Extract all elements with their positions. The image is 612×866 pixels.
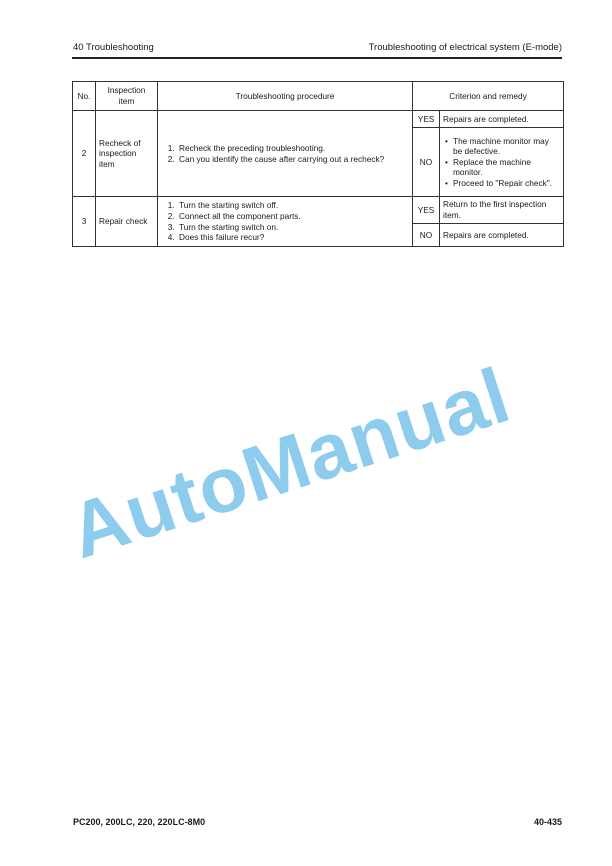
- header-rule: [72, 57, 562, 59]
- procedure-steps: [161, 143, 409, 164]
- yes-label: YES: [413, 197, 440, 224]
- table-row: [73, 111, 564, 128]
- row-procedure: [158, 111, 413, 197]
- header-section: 40 Troubleshooting: [73, 42, 154, 53]
- row-item: Repair check: [96, 197, 158, 247]
- yes-label: YES: [413, 111, 440, 128]
- procedure-step: 3. Turn the starting switch on.: [177, 222, 409, 233]
- table-header-row: [73, 82, 564, 111]
- row-number: 3: [73, 197, 96, 247]
- col-header-remedy: Criterion and remedy: [413, 82, 564, 111]
- footer-model: PC200, 200LC, 220, 220LC-8M0: [73, 817, 206, 827]
- header-title: Troubleshooting of electrical system (E-mode): [368, 42, 562, 53]
- yes-remedy: Return to the first inspection item.: [440, 197, 564, 224]
- col-header-procedure: Troubleshooting procedure: [158, 82, 413, 111]
- remedy-item: • Proceed to "Repair check".: [453, 178, 560, 189]
- no-remedy: Repairs are completed.: [440, 224, 564, 247]
- procedure-step: 2. Can you identify the cause after carrying out a recheck?: [177, 154, 409, 165]
- col-header-no: No.: [73, 82, 96, 111]
- row-item: Recheck of inspection item: [96, 111, 158, 197]
- yes-remedy: Repairs are completed.: [440, 111, 564, 128]
- procedure-step: 4. Does this failure recur?: [177, 232, 409, 243]
- page-number: 40-435: [533, 817, 562, 827]
- table-row: [73, 197, 564, 224]
- procedure-step: 1. Turn the starting switch off.: [177, 200, 409, 211]
- procedure-steps: [161, 200, 409, 242]
- troubleshooting-table: [72, 81, 564, 247]
- no-label: NO: [413, 128, 440, 197]
- no-remedy: [440, 128, 564, 197]
- remedy-item: • The machine monitor may be defective.: [453, 136, 560, 157]
- col-header-item: Inspection item: [96, 82, 158, 111]
- watermark: AutoManual: [58, 350, 521, 576]
- row-number: 2: [73, 111, 96, 197]
- procedure-step: 2. Connect all the component parts.: [177, 211, 409, 222]
- procedure-step: 1. Recheck the preceding troubleshooting.: [177, 143, 409, 154]
- no-label: NO: [413, 224, 440, 247]
- row-procedure: [158, 197, 413, 247]
- remedy-list: [443, 136, 560, 189]
- remedy-item: • Replace the machine monitor.: [453, 157, 560, 178]
